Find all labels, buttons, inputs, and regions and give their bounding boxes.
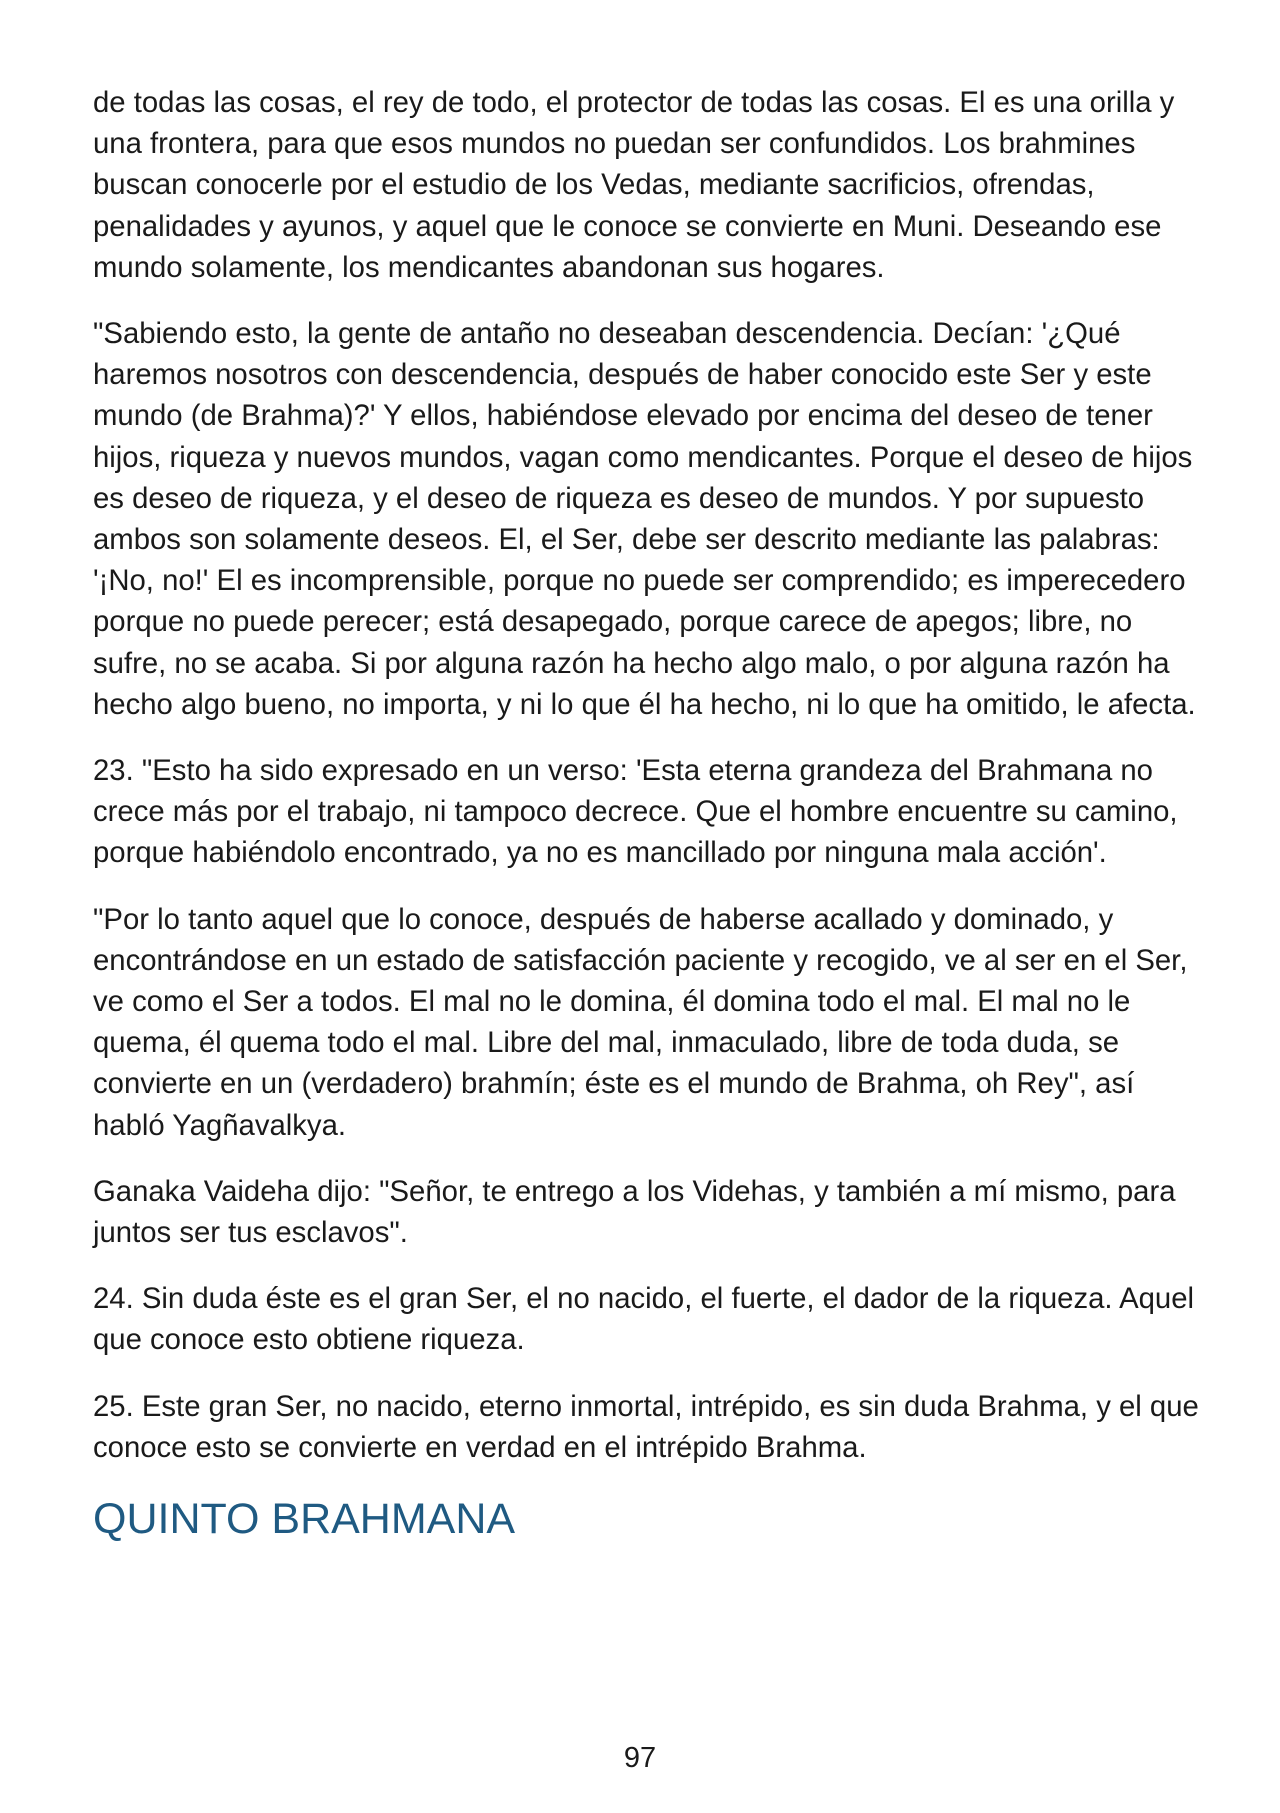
paragraph-knower: "Por lo tanto aquel que lo conoce, después de haberse acallado y dominado, y encontrándose en un estado de satisfacción paciente y recogido, ve al ser en el Ser, ve como el Ser a todos. El mal no le domina, él domina todo el mal. El mal no le quema, él quema todo el mal. Libre del mal, inmaculado, libre de toda duda, se convierte en un (verdadero) brahmín; éste es el mundo de Brahma, oh Rey", así habló Yagñavalkya.: [93, 902, 1188, 1142]
paragraph-verse-25: 25. Este gran Ser, no nacido, eterno inmortal, intrépido, es sin duda Brahma, y el que conoce esto se convierte en verdad en el intrépido Brahma.: [93, 1389, 1199, 1464]
page-body: [93, 82, 1203, 1545]
paragraph-continuation: de todas las cosas, el rey de todo, el protector de todas las cosas. El es una orilla y una frontera, para que esos mundos no puedan ser confundidos. Los brahmines buscan conocerle por el estudio de los Vedas, mediante sacrificios, ofrendas, penalidades y ayunos, y aquel que le conoce se convierte en Muni. Deseando ese mundo solamente, los mendicantes abandonan sus hogares.: [93, 86, 1175, 284]
paragraph-ganaka: Ganaka Vaideha dijo: "Señor, te entrego a los Videhas, y también a mí mismo, para juntos ser tus esclavos".: [93, 1174, 1176, 1250]
paragraph-verse-23: 23. "Esto ha sido expresado en un verso: 'Esta eterna grandeza del Brahmana no crece más por el trabajo, ni tampoco decrece. Que el hombre encuentre su camino, porque habiéndolo encontrado, ya no es mancillado por ninguna mala acción'.: [93, 754, 1178, 870]
paragraph-verse-24: 24. Sin duda éste es el gran Ser, el no nacido, el fuerte, el dador de la riqueza. Aquel que conoce esto obtiene riqueza.: [93, 1282, 1195, 1357]
paragraph-renunciation: "Sabiendo esto, la gente de antaño no deseaban descendencia. Decían: '¿Qué haremos nosotros con descendencia, después de haber conocido este Ser y este mundo (de Brahma)?' Y ellos, habiéndose elevado por encima del deseo de tener hijos, riqueza y nuevos mundos, vagan como mendicantes. Porque el deseo de hijos es deseo de riqueza, y el deseo de riqueza es deseo de mundos. Y por supuesto ambos son solamente deseos. El, el Ser, debe ser descrito mediante las palabras: '¡No, no!' El es incomprensible, porque no puede ser comprendido; es imperecedero porque no puede perecer; está desapegado, porque carece de apegos; libre, no sufre, no se acaba. Si por alguna razón ha hecho algo malo, o por alguna razón ha hecho algo bueno, no importa, y ni lo que él ha hecho, ni lo que ha omitido, le afecta.: [93, 317, 1196, 721]
page-number: 97: [623, 1742, 657, 1774]
section-heading: QUINTO BRAHMANA: [93, 1495, 516, 1544]
